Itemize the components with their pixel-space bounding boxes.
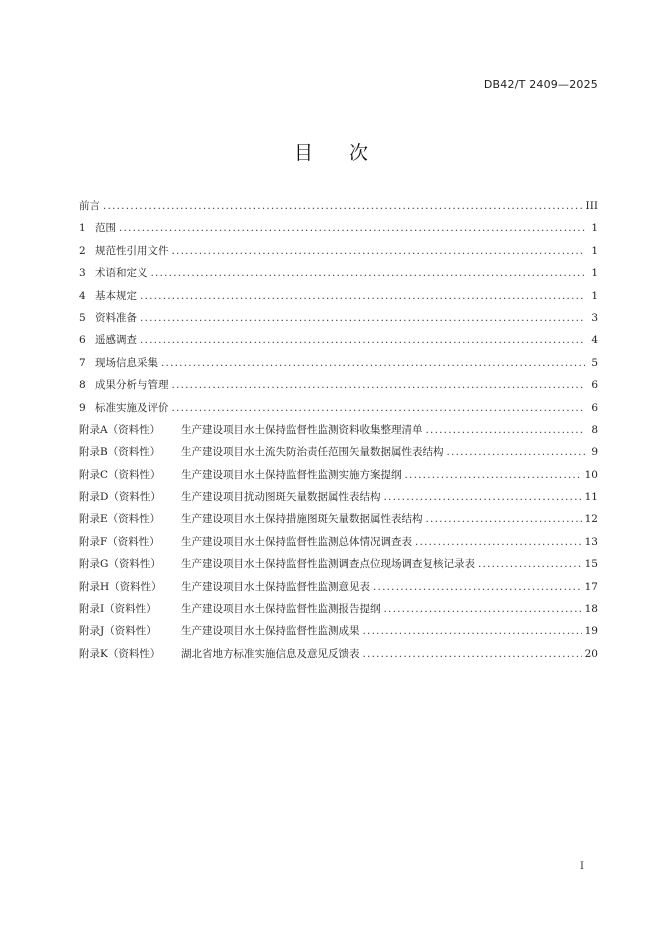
toc-entry-number: 6 (79, 334, 86, 347)
toc-entry-appendix-d[interactable] (79, 489, 598, 511)
toc-entry-page: 1 (591, 289, 598, 302)
toc-entry-field-collection[interactable] (79, 355, 598, 377)
dot-leader (140, 312, 585, 324)
toc-entry-page: 17 (584, 580, 598, 593)
toc-entry-label: 成果分析与管理 (95, 379, 169, 392)
toc-entry-page: 9 (591, 446, 598, 459)
toc-entry-label: 范围 (95, 222, 116, 235)
toc-entry-label: 生产建设项目水土保持措施图斑矢量数据属性表结构 (181, 513, 423, 526)
toc-entry-label: 生产建设项目水土保持监督性监测实施方案提纲 (181, 468, 402, 481)
toc-entry-appendix-g[interactable] (79, 556, 598, 578)
toc-entry-page: 13 (584, 535, 598, 548)
toc-title (0, 138, 662, 165)
toc-entry-terms-definitions[interactable] (79, 265, 598, 287)
toc-entry-appendix-j[interactable] (79, 623, 598, 645)
dot-leader (119, 222, 585, 234)
standard-code: DB42/T 2409—2025 (483, 78, 598, 91)
toc-entry-page: 1 (591, 267, 598, 280)
toc-entry-appendix-id: 附录B（资料性） (79, 446, 161, 459)
toc-entry-page: 5 (591, 356, 598, 369)
toc-entry-number: 9 (79, 401, 86, 414)
toc-entry-label: 规范性引用文件 (95, 244, 169, 257)
toc-entry-number: 7 (79, 356, 86, 369)
toc-entry-results-analysis[interactable] (79, 377, 598, 399)
dot-leader (140, 334, 585, 346)
toc-entry-number: 3 (79, 267, 86, 280)
toc-entry-page: 10 (584, 468, 598, 481)
toc-title-char-1: 目 (293, 142, 313, 164)
dot-leader (172, 379, 586, 391)
dot-leader (478, 558, 582, 570)
table-of-contents (79, 198, 598, 668)
toc-entry-remote-sensing[interactable] (79, 332, 598, 354)
dot-leader (363, 625, 582, 637)
toc-entry-label: 湖北省地方标准实施信息及意见反馈表 (181, 647, 360, 660)
toc-entry-label: 生产建设项目水土保持监督性监测报告提纲 (181, 603, 381, 616)
toc-entry-label: 前言 (79, 200, 100, 212)
dot-leader (140, 290, 585, 302)
toc-entry-appendix-a[interactable] (79, 422, 598, 444)
toc-entry-appendix-id: 附录G（资料性） (79, 558, 161, 571)
dot-leader (426, 424, 586, 436)
dot-leader (426, 513, 582, 525)
toc-entry-page: 15 (584, 558, 598, 571)
toc-entry-number: 4 (79, 289, 86, 302)
dot-leader (172, 402, 586, 414)
toc-entry-label: 现场信息采集 (95, 356, 158, 369)
toc-entry-page: 19 (584, 625, 598, 638)
dot-leader (363, 648, 582, 660)
toc-entry-appendix-id: 附录I（资料性） (79, 603, 157, 616)
toc-entry-number: 5 (79, 311, 86, 324)
toc-entry-appendix-b[interactable] (79, 444, 598, 466)
toc-entry-normative-references[interactable] (79, 243, 598, 265)
toc-entry-foreword[interactable] (79, 198, 598, 220)
toc-entry-appendix-f[interactable] (79, 534, 598, 556)
toc-entry-page: 3 (591, 311, 598, 324)
toc-entry-number: 8 (79, 379, 86, 392)
toc-entry-label: 标准实施及评价 (95, 401, 169, 414)
toc-entry-appendix-h[interactable] (79, 579, 598, 601)
toc-entry-label: 生产建设项目水土保持监督性监测资料收集整理清单 (181, 423, 423, 436)
toc-entry-page: 6 (591, 401, 598, 414)
dot-leader (384, 491, 582, 503)
toc-entry-appendix-id: 附录F（资料性） (79, 535, 160, 548)
dot-leader (373, 581, 582, 593)
toc-entry-label: 生产建设项目水土保持监督性监测成果 (181, 625, 360, 638)
toc-entry-page: 6 (591, 379, 598, 392)
toc-entry-page: III (585, 200, 598, 212)
toc-entry-appendix-e[interactable] (79, 511, 598, 533)
toc-entry-appendix-id: 附录E（资料性） (79, 513, 161, 526)
dot-leader (151, 267, 586, 279)
toc-entry-appendix-i[interactable] (79, 601, 598, 623)
toc-entry-scope[interactable] (79, 220, 598, 242)
toc-entry-implementation-evaluation[interactable] (79, 400, 598, 422)
toc-entry-label: 生产建设项目水土保持监督性监测总体情况调查表 (181, 535, 412, 548)
dot-leader (172, 245, 586, 257)
toc-title-char-2: 次 (349, 142, 369, 164)
toc-entry-label: 遥感调查 (95, 334, 137, 347)
toc-entry-label: 生产建设项目水土保持监督性监测意见表 (181, 580, 370, 593)
toc-entry-appendix-id: 附录H（资料性） (79, 580, 162, 593)
toc-entry-label: 术语和定义 (95, 267, 148, 280)
toc-entry-appendix-id: 附录K（资料性） (79, 647, 161, 660)
toc-entry-page: 4 (591, 334, 598, 347)
dot-leader (103, 200, 583, 212)
toc-entry-appendix-k[interactable] (79, 646, 598, 668)
page-number: I (580, 861, 584, 872)
toc-entry-appendix-id: 附录D（资料性） (79, 491, 161, 504)
toc-entry-page: 18 (584, 603, 598, 616)
toc-entry-number: 1 (79, 222, 86, 235)
toc-entry-label: 基本规定 (95, 289, 137, 302)
toc-entry-appendix-id: 附录A（资料性） (79, 423, 161, 436)
toc-entry-label: 生产建设项目扰动图斑矢量数据属性表结构 (181, 491, 381, 504)
toc-entry-data-preparation[interactable] (79, 310, 598, 332)
toc-entry-page: 12 (584, 513, 598, 526)
dot-leader (405, 469, 582, 481)
toc-entry-label: 生产建设项目水土保持监督性监测调查点位现场调查复核记录表 (181, 558, 475, 571)
dot-leader (415, 536, 582, 548)
toc-entry-number: 2 (79, 244, 86, 257)
toc-entry-label: 生产建设项目水土流失防治责任范围矢量数据属性表结构 (181, 446, 444, 459)
toc-entry-appendix-id: 附录C（资料性） (79, 468, 161, 481)
toc-entry-basic-rules[interactable] (79, 288, 598, 310)
toc-entry-appendix-c[interactable] (79, 467, 598, 489)
dot-leader (161, 357, 585, 369)
toc-entry-page: 20 (584, 647, 598, 660)
dot-leader (384, 603, 582, 615)
toc-entry-page: 1 (591, 244, 598, 257)
toc-entry-appendix-id: 附录J（资料性） (79, 625, 157, 638)
toc-entry-label: 资料准备 (95, 311, 137, 324)
toc-entry-page: 11 (584, 491, 598, 504)
toc-entry-page: 1 (591, 222, 598, 235)
toc-entry-page: 8 (591, 423, 598, 436)
dot-leader (447, 446, 586, 458)
